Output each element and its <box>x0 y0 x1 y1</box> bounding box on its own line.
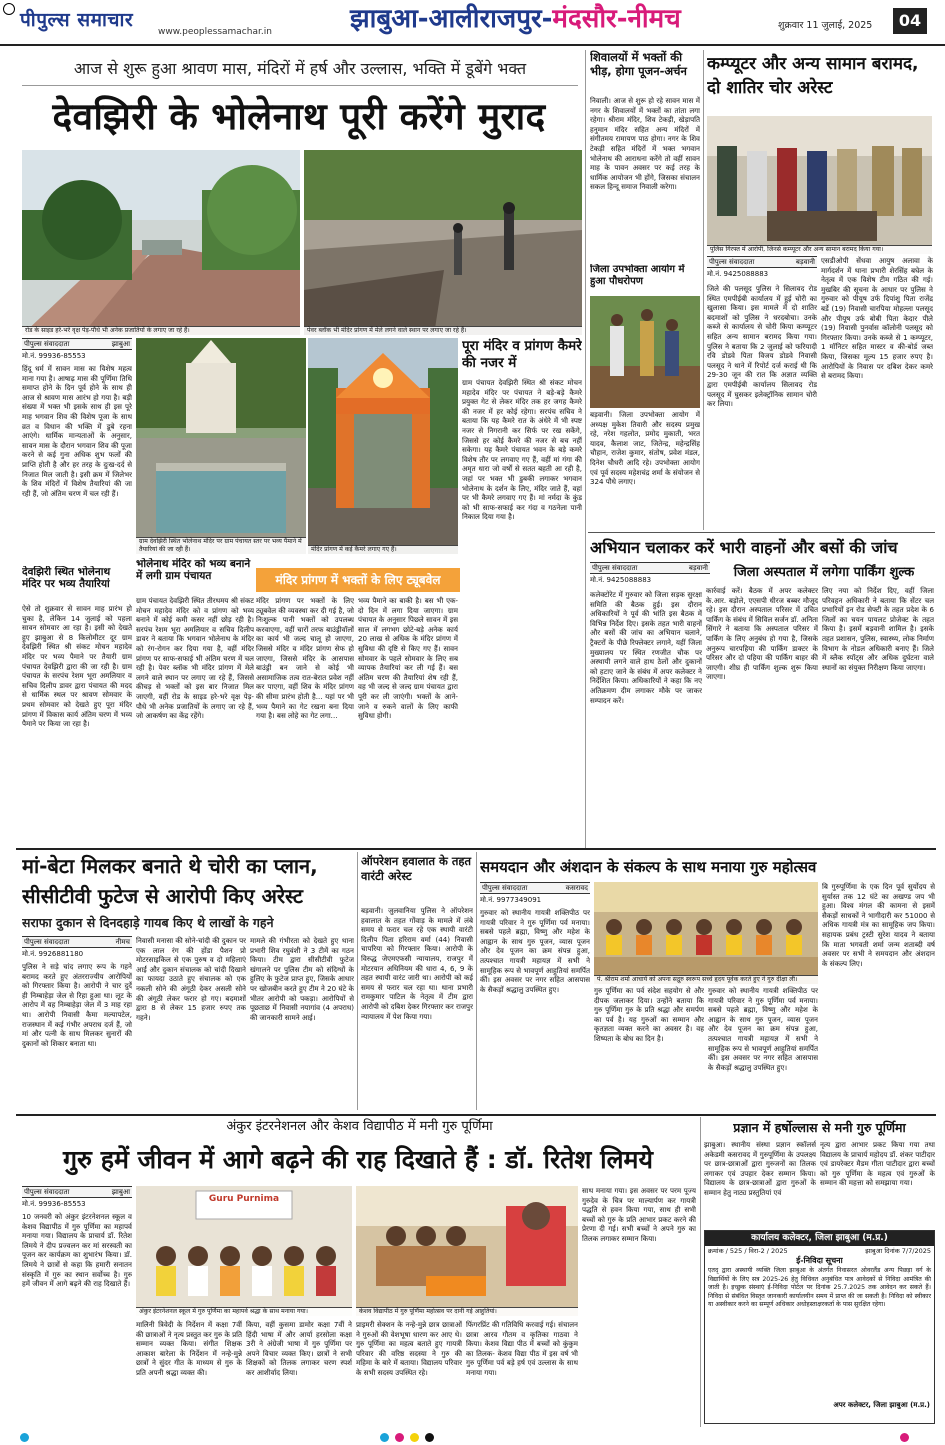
region-title <box>350 2 681 36</box>
paragraph: निवासी मनासा की सोने-चांदी की दुकान पर एक लाल रंग की होंडा पैशन प्रो मोटरसाइकिल से एक पुरुष व दो महिलाएं आईं और दुकान संचालक को चांदी दिखाने का फायदा उठाते हुए संचालक को एक नकली सोने की अंगूठी देकर असली सोने की अंगूठी लेकर फरार हो गए। बदमाशों द्वारा 8 से लेकर 15 हजार रुपए तक गहने। <box>136 936 246 1022</box>
registration-mark-icon <box>3 3 15 15</box>
shivalaya-headline: शिवालयों में भक्तों की भीड़, होगा पूजन-अर्चन <box>590 50 687 78</box>
photo-caption: पं. श्रीराम शर्मा आचार्य को अपना सद्गुरु स्वरूप सच्चे हृदय पूर्वक करते हुए ने गुरु दीक्षा ली। <box>594 975 818 984</box>
magenta-registration-dot <box>900 1433 909 1442</box>
notice-heading: ई-निविदा सूचना <box>796 1256 843 1265</box>
paragraph: साथ मनाया गया। इस अवसर पर परम पूज्य गुरुदेव के चित्र पर माल्यार्पण कर गायत्री पद्धति से हवन किया गया, साथ ही सभी बच्चों को गुरु के प्रति आभार प्रकट करने की प्रेरणा दी गई। सभी बच्चों ने अपने गुरु का तिलक लगाकर सम्मान किया। <box>582 1186 696 1243</box>
section-divider <box>588 532 935 533</box>
paragraph: किया, वहीं कुसमा डामोर कक्षा 7वीं ने हिंदी भाषा में और आर्या हरसोला कक्षा 3री ने अंग्रेजी भाषा में गुरु पूर्णिमा पर अपने विचार व्यक्त किए। छात्रों ने सभी शिक्षकों को तिलक लगाकर चरण स्पर्श कर आशीर्वाद लिया। <box>246 1320 352 1377</box>
website-url: www.peoplessamachar.in <box>158 27 272 37</box>
prajnan-text-col2 <box>820 1140 935 1228</box>
byline-mobile: मो.नं. 9977349091 <box>480 896 542 904</box>
paragraph: निवाली। आज से शुरू हो रहे सावन मास में नगर के शिवालयों में भक्तों का तांता लगा रहेगा। श्रीराम मंदिर, शिव टेकड़ी, खेड़ापति हनुमान मंदिर सहित अन्य मंदिरों में संगीतमय रामायण पाठ होगा। नगर के शिव टेकड़ी सहित मंदिरों में भक्त भगवान भोलेनाथ की आराधना करेंगे तो वहीं सावन माह के पावन अवसर पर कई तरह के धार्मिक आयोजन भी होंगे, जिसका संचालन सकल हिन्दू समाज निवाली करेगा। <box>590 96 700 192</box>
mother-son-text-col3 <box>250 936 354 1110</box>
mother-son-headline-1: मां-बेटा मिलकर बनाते थे चोरी का प्लान, <box>22 854 318 878</box>
photo-arrested-accused <box>707 116 932 254</box>
lead-kicker: आज से शुरू हुआ श्रावण मास, मंदिरों में हर्ष और उल्लास, भक्ति में डूबेंगे भक्त <box>22 52 578 86</box>
column-divider <box>476 852 477 1110</box>
paragraph: बि गुरुपूर्णिमा के एक दिन पूर्व सुर्योदय से सुर्यास्त तक 12 घंटे का अखण्ड जप भी हुआ। विश्व मंगल की कामना से इसमें सैकड़ों साधकों ने भागीदारी कर 51000 से अधिक गायत्री मंत्र का सामूहिक जप किया। सहायक प्रबंध ट्रस्टी सुरेश यादव ने बताया कि माता भगवती शर्मा जन्म शताब्दी वर्ष अवसर पर सभी ने समयदान और अंशदान के संकल्प लिए। <box>822 882 935 968</box>
paragraph: फिंगरप्रिंट की गतिविधि करवाई गई। संचालन छात्रा आरव गौतम व कृतिका गाठवा ने किया। केशव विद्या पीठ में बच्चों को कुंकुम का तिलक- केशव विद्या पीठ में इस वर्ष भी गुरु पूर्णिमा पर्व बड़े हर्ष एवं उल्लास के साथ मनाया गया। <box>466 1320 578 1377</box>
color-registration-bar <box>0 1430 945 1445</box>
photo-plantation <box>590 296 700 408</box>
byline-mobile: मो.नं. 99936-85553 <box>22 352 86 360</box>
yellow-registration-dot <box>410 1433 419 1442</box>
photo-paver-blocks <box>304 150 582 335</box>
byline-label: पीपुल्स संवाददाता <box>482 884 528 892</box>
byline-place: बड़वानी <box>795 258 815 266</box>
lead-subhead-panchayat: भोलेनाथ मंदिर को भव्य बनाने में लगी ग्राम पंचायत <box>136 558 251 582</box>
ankur-byline <box>22 1186 132 1210</box>
gurumahotsav-text-col2 <box>594 986 704 1110</box>
page-number: 04 <box>893 8 927 34</box>
byline-place: झाबुआ <box>111 340 130 348</box>
section-divider <box>16 848 936 850</box>
tubewell-box-head: मंदिर प्रांगण में भक्तों के लिए ट्यूबवेल <box>256 568 460 592</box>
paragraph: लिए नया को निर्देश दिए, वहीं जिला परिवहन अधिकारी ने बताया कि सेंटर चल प्रभारियों इन रोड सेफ्टी के तहत प्रदेश के 6 जिलों का चयन पायलट प्रोजेक्ट के तहत किया है। इसमें बड़वानी शामिल है। इसके तहत प्रशासन, पुलिस, स्वास्थ्य, लोक निर्माण विभाग के नोडल अधिकारी बनाए हैं। जिले में ब्लैक स्पॉट्स और अधिक दुर्घटना वाले स्थानों का संयुक्त निरीक्षण किया जाएगा। <box>822 586 934 672</box>
issue-date: शुक्रवार 11 जुलाई, 2025 <box>778 20 873 31</box>
mother-son-byline <box>22 936 132 960</box>
photo-temple-gate <box>308 338 458 554</box>
guru-purnima-banner: Guru Purnima <box>208 1194 280 1204</box>
lead-text-col1 <box>22 364 132 564</box>
masthead <box>0 0 945 46</box>
paragraph: 10 जनवरी को अंकुर इंटरनेशनल स्कूल व केशव विद्यापीठ में गुरु पूर्णिमा का महापर्व मनाया गया। विद्यालय के प्राचार्य डॉ. रितेश लिमये ने दीप प्रज्वलन कर मां सरस्वती का पूजन कर कार्यक्रम का शुभारंभ किया। डॉ. लिमये ने छात्रों से कहा कि हमारी सनातन संस्कृति में गुरु का स्थान सर्वोच्च है। गुरु हमें जीवन में आगे बढ़ने की राह दिखाते हैं। <box>22 1212 132 1289</box>
photo-guru-diksha <box>594 882 818 984</box>
operation-headline: ऑपरेशन हवालात के तहत वारंटी अरेस्ट <box>361 854 472 883</box>
paragraph: गुरुवार को स्थानीय गायत्री शक्तिपीठ पर गायत्री परिवार ने गुरु पूर्णिमा पर्व मनाया। सबसे पहले ब्रह्मा, विष्णु और महेश के आह्वान के साथ गुरु पूजन, व्यास पूजन और देव पूजन का क्रम संपन्न हुआ, तत्पश्चात गायत्री महायज्ञ में सभी ने सामूहिक रूप से भावपूर्ण आहुतियां समर्पित कीं। इस अवसर पर नगर सहित आसपास के सैकड़ों श्रद्धालु उपस्थित हुए। <box>480 908 590 994</box>
magenta-registration-dot <box>395 1433 404 1442</box>
paragraph: बड़वानी। जुलवानिया पुलिस ने ऑपरेशन हवालात के तहत गोंवाड़ के मामले में लंबे समय से फरार चल रहे एक स्थायी वारंटी दिलीप पिता हरिराम वर्मा (44) निवासी चापरिया को गिरफ्तार किया। आरोपी के विरुद्ध जेएमएफसी न्यायालय, राजपुर में मोटरयान अधिनियम की धारा 4, 6, 9 के तहत स्थायी वारंट जारी था। आरोपी को कई समय से फरार चल रहा था। थाना प्रभारी रामकुमार पाटिल के नेतृत्व में टीम द्वारा आरोपी को दबिश देकर गिरफ्तार कर राजपुर न्यायालय में पेश किया गया। <box>361 906 473 1021</box>
notice-ref-number: क्रमांक / 525 / विरा-2 / 2025 <box>708 1247 788 1255</box>
byline-place: झाबुआ <box>111 1188 130 1196</box>
paragraph: जिले की पलसूद पुलिस ने सिलावद रोड स्थित एमपीईबी कार्यालय में हुई चोरी का खुलासा किया। इस मामले में दो शातिर बदमाशों को पुलिस ने धरदबोचा। उनके कब्जे से कार्यालय से चोरी किया कम्प्यूटर सहित अन्य सामान बरामद किया गया। पुलिस ने बताया कि 2 जुलाई को फरियादी रवि डोडवे पिता विजय डोडवे निवासी पलसूद ने थाने में रिपोर्ट दर्ज कराई थी कि 29-30 जून की रात कि अज्ञात व्यक्ति द्वारा एमपीईबी कार्यालय सिलावद रोड पलसूद में घुसकर इलेक्ट्रॉनिक सामान चोरी कर लिया। <box>707 284 817 409</box>
section-divider <box>16 1114 936 1116</box>
notice-title: कार्यालय कलेक्टर, जिला झाबुआ (म.प्र.) <box>705 1231 934 1246</box>
byline-label: पीपुल्स संवाददाता <box>24 1188 70 1196</box>
lead-text-col5 <box>358 596 458 844</box>
parking-subhead: जिला अस्पताल में लगेगा पार्किंग शुल्क <box>733 565 915 580</box>
paragraph: कार्रवाई करें। बैठक में अपर कलेक्टर के.आर. बड़ोले, एएसपी धीरज बब्बर मौजूद रहे। इस दौरान अस्पताल परिसर में उचित पार्किंग के संबंध में सिविल सर्जन डॉ. अनिता सिंगारे ने बताया कि अस्पताल परिसर में पार्किंग के लिए अनुबंध हो गया है, जिसके अनुरूप चारपहिया की पार्किंग डाक्टर के परिसर और दो पहिया की पार्किंग बाहर की जाएगी। शीघ्र ही पार्किंग शुल्क शुरू किया जाएगा। <box>706 586 818 682</box>
photo-temple-pond <box>136 338 306 554</box>
paragraph: ऐसे तो शुक्रवार से सावन माह प्रारंभ हो चुका है, लेकिन 14 जुलाई को पहला सावन सोमवार आ रहा है। इसी को देखते हुए झाबुआ से 8 किलोमीटर दूर ग्राम देवझिरी स्थित श्री संकट मोचन महादेव मंदिर पर भव्य पैमाने पर तैयारी ग्राम पंचायत देवझिरी द्वारा की जा रही है। ग्राम पंचायत के सरपंच रेशम भूरा अमलियार व सचिव दिलीप डावर द्वारा पंचायत की मदद से धार्मिक स्थल पर श्रावण सोमवार के प्रथम सोमवार को देखते हुए पूरा मंदिर प्रांगण में विकास कार्य अंतिम चरण में भव्य पैमाने पर किया जा रहा है। <box>22 604 132 729</box>
government-notice <box>704 1230 935 1424</box>
paragraph: भव्य पैमाने का बाकी है। बस भी एक-दो दिन में लगा दिया जाएगा। ग्राम पंचायत के अनुसार पिछले सावन में इस साल में लगभग छोटे-बड़े अनेक कार्य 20 लाख से अधिक के मंदिर प्रांगण में सुविधा की दृष्टि से किए गए हैं। सावन सोमवार के पहले सोमवार के लिए सब व्यापक तैयारियां कर ली गई हैं। बस अंतिम चरण की तैयारियां शेष रही हैं, वह भी जल्द से जल्द ग्राम पंचायत द्वारा पूरी कर ली जाएंगी। भक्तों के आने-जाने व रुकने वालों के लिए काफी सुविधा होगी। <box>358 596 458 721</box>
paragraph: झाबुआ। स्थानीय संस्था प्रज्ञान स्कॉलर्स अकेडमी कसरावद में गुरुपूर्णिमा के उपलक्ष्य पर छात्र-छात्राओं द्वारा गुरुजनों का तिलक लगाकर एवं उपहार देकर सम्मान किया। विद्यालय के छात्र-छात्राओं द्वारा गुरुओं के सम्मान हेतु नाट्य प्रस्तुतियां एवं <box>704 1140 816 1197</box>
byline-mobile: मो.नं. 9926881180 <box>22 950 84 958</box>
byline-label: पीपुल्स संवाददाता <box>592 564 638 572</box>
byline-label: पीपुल्स संवाददाता <box>24 938 70 946</box>
paragraph: मामले की गंभीरता को देखते हुए थाना प्रभारी शिव रघुवंशी ने 3 टीमें का गठन किया। टीम द्वारा सीसीटीवी फुटेज खंगालने पर पुलिस टीम को संदिग्धों के हुलिए के फुटेज प्राप्त हुए, जिसके आधार पर खोजबीन करते हुए टीम ने 20 घंटे के भीतर आरोपी को पकड़ा। आरोपियों से पूछताछ में निवासी नयागांव (4 अपराध) की जानकारी सामने आई। <box>250 936 354 1022</box>
ankur-text-col4 <box>356 1320 462 1424</box>
notice-body: एतद् द्वारा अस्थायी व्यक्ति जिला झाबुआ के अंतर्गत निवासरत ओवरलैंड अन्य पिछड़ा वर्ग के विद्यार्थियों के लिए सत्र 2025-26 हेतु विधिवत अनुबंधित पात्र आवेदकों से निविदा आमंत्रित की जाती है। इच्छुक संस्थाएं ई-निविदा पोर्टल पर दिनांक 25.7.2025 तक आवेदन कर सकते हैं। निविदा से संबंधित विस्तृत जानकारी कार्यालयीन समय में प्राप्त की जा सकती है। निविदा को स्वीकार या अस्वीकार करने का सम्पूर्ण अधिकार अधोहस्ताक्षरकर्ता के पास सुरक्षित रहेगा। <box>708 1267 931 1309</box>
byline-place: नीमच <box>115 938 130 946</box>
theft-text-col2 <box>821 256 933 530</box>
paragraph: नृत्य द्वारा आभार प्रकट किया गया तथा विद्यालय के प्राचार्य महोदय डॉ. शंकर पाटीदार एवं डायरेक्टर मैडम गीता पाटीदार द्वारा बच्चों को गुरु पूर्णिमा के महत्व एवं गुरुओं के सम्मान की महत्ता को समझाया गया। <box>820 1140 935 1188</box>
mother-son-subhead: सराफा दुकान से दिनदहाड़े गायब किए थे लाखों के गहने <box>22 915 274 930</box>
lead-subhead-cameras: पूरा मंदिर व प्रांगण कैमरे की नजर में <box>462 338 582 371</box>
gurumahotsav-text-col1 <box>480 908 590 1110</box>
photo-caption: पुलिस गिरफ्त में आरोपी, जिनसे कम्प्यूटर और अन्य सामान बरामद किया गया। <box>707 245 932 254</box>
shivalaya-text <box>590 96 700 262</box>
prajnan-text-col1 <box>704 1140 816 1228</box>
parking-text-col3 <box>822 586 934 844</box>
gurumahotsav-byline <box>480 882 590 906</box>
photo-roadside-plants <box>22 150 300 335</box>
ankur-text-col1 <box>22 1212 132 1424</box>
column-divider <box>700 1117 701 1427</box>
paragraph: ग्राम पंचायत देवझिरी स्थित श्री संकट मोचन महादेव मंदिर पर पंचायत ने बड़े-बड़े कैमरे प्रयुक्त गेट से लेकर मंदिर तक हर जगह कैमरे की नजर में हर कोई रहेगा। सरपंच सचिव ने बताया कि यह कैमरे रात के अंधेरे में भी स्पष्ट नजर से निगरानी कर सिर्फ पर रख सकेंगे, जिससे हर कोई कैमरे की नजर से बच नहीं सकेगा। यह कैमरे पंचायत भवन के बड़े कमरे विशेष तौर पर लगवाए गए हैं, वहीं मां गंगा की अमृत धारा जो वर्षों से सतत बहती आ रही है, जहां पर भक्त भी डुबकी लगाकर भगवान भोलेनाथ के दर्शन के लिए, मंदिर जाते हैं, वहां पर भी कैमरे लगवाए गए हैं। मां नर्मदा के कुंड को भी साफ-सफाई कर गंदा व गठनेला पानी निकाल दिया गया है। <box>462 378 582 522</box>
paragraph: कलेक्टोरेट में गुरुवार को जिला सड़क सुरक्षा समिति की बैठक हुई। इस दौरान अधिकारियों ने पूर्व की भांति इस बैठक में विभिन्न निर्देश दिए। इसके तहत भारी वाहनों और बसों की जांच का अभियान चलाने, ट्रैक्टरों के पीछे रिफ्लेक्टर लगाने, यहीं जिला मुख्यालय पर स्थित रणजीत चौक पर अस्थायी लगने वाले हाथ ठेलों और दुकानों को हटाए जाने के संबंध में अपर कलेक्टर ने निर्देशित किया। अधिकारियों ने कहा कि नए अतिक्रमण दीम लगाकर मौके पर जाकर सम्पादन करें। <box>590 590 702 705</box>
lead-text-col4 <box>256 596 354 844</box>
byline-mobile: मो.नं. 99936-85553 <box>22 1200 86 1208</box>
theft-text-col1 <box>707 284 817 530</box>
byline-mobile: मो.नं. 9425088883 <box>590 576 652 584</box>
paragraph: मंदिर प्रांगण पर भक्तों के लिए ट्यूबवेल की व्यवस्था कर दी गई है, जो निःशुल्क पानी भक्तों को उपलब्ध करवाएगा, वहीं चारों तरफ बाउंड्रीवॉलों का कार्य भी जल्द चालू हो जाएगा, जिससे मंदिर व मंदिर प्रांगण सेफ हो जाएगा, जिससे मंदिर के आसपास बाउंड्री बन जाने से कोई भी असामाजिक तत्व रात-बेरात प्रवेश नहीं कर पाएगा, वहीं शिव के मंदिर प्रांगण की सीमा प्रारंभ होती है... यहां पर भी भव्य पैमाने का गेट रखना बना दिया गया है। बस लोहे का गेट लगा... <box>256 596 354 721</box>
gurumahotsav-text-col4 <box>822 882 935 1110</box>
gurumahotsav-headline: समयदान और अंशदान के संकल्प के साथ मनाया गुरु महोत्सव <box>480 858 817 876</box>
ankur-text-col2 <box>136 1320 242 1424</box>
lead-subhead-temple-prep: देवझिरी स्थित भोलेनाथ मंदिर पर भव्य तैयारियां <box>22 566 111 590</box>
notice-signature: अपर कलेक्टर, जिला झाबुआ (म.प्र.) <box>833 1401 930 1409</box>
photo-ankur-school <box>136 1186 352 1316</box>
theft-byline <box>707 256 817 280</box>
ankur-text-col6 <box>582 1186 696 1424</box>
region-title-part2: मंदसौर-नीमच <box>552 4 681 34</box>
photo-caption: केशव विद्यापीठ में गुरु पूर्णिमा महोत्सव पर दानी गई आहुतियां। <box>356 1307 578 1316</box>
prajnan-headline: प्रज्ञान में हर्षोल्लास से मनी गुरु पूर्णिमा <box>733 1120 906 1135</box>
paragraph: ग्राम पंचायत देवझिरी स्थित तीरथमय श्री संकट मोचन महादेव मंदिर को व प्रांगण को भव्य बनाने में कोई कमी कसर नहीं छोड़ रही है। सरपंच रेशम भूरा अमलियार व सचिव दिलीप डावर ने बताया कि भगवान भोलेनाथ के मंदिर को रंग-रोगन कर दिया गया है, वहीं मंदिर प्रांगण पर साफ-सफाई भी अंतिम चरण में चल रही है। पेवर ब्लॉक भी मंदिर प्रांगण में मेले लगने वाले स्थान पर लगाए जा रहे हैं, जिससे कीचड़ से भक्तों को इस बार निजात मिल जाएगी, वहीं रोड के साइड हरे-भरे वृक्ष पेड़-पौधे भी अनेक प्रजातियों के लगाए जा रहे हैं, जो आकर्षण का केंद्र रहेंगे। <box>136 596 254 721</box>
byline-place: कसरावद <box>565 884 588 892</box>
byline-label: पीपुल्स संवाददाता <box>24 340 70 348</box>
operation-text <box>361 906 473 1110</box>
ankur-headline: गुरु हमें जीवन में आगे बढ़ने की राह दिखाते हैं : डॉ. रितेश लिमये <box>62 1145 654 1174</box>
newspaper-logo: पीपुल्स समाचार <box>20 9 134 31</box>
paragraph: बड़वानी। जिला उपभोक्ता आयोग में अध्यक्ष मुकेश तिवारी और सदस्य प्रमुख रहे, नरेश गहलोत, प्रमोद मुकाती, भरत यादव, कैलाश जाट, जितेन्द्र, महेन्द्रसिंह चौहान, राजेश कुमार, संतोष, प्रवेश मंडल, दिनेश चौधरी आदि रहे। उपभोक्ता आयोग एवं पूर्व सदस्य महेशचंद्र शर्मा के संयोजन से 324 पौधे लगाए। <box>590 410 700 487</box>
photo-caption: मंदिर प्रांगण में कई कैमरे लगाए गए हैं। <box>308 545 458 554</box>
lead-text-col3 <box>136 596 254 844</box>
lead-text-col6 <box>462 378 582 566</box>
lead-text-col2 <box>22 604 132 844</box>
paragraph: गुरु पूर्णिमा का पर्व संदेश सहयोग से और दीपक जलाकर दिया। उन्होंने बताया कि गुरु पूर्णिमा गुरु के प्रति श्रद्धा और समर्पण का पर्व है। यह गुरुओं का सम्मान और कृतज्ञता व्यक्त करने का अवसर है। वह शिष्यता के बोध का दिन है। <box>594 986 704 1043</box>
region-title-part1: झाबुआ-आलीराजपुर- <box>350 4 553 34</box>
consumer-commission-subhead: जिला उपभोक्ता आयोग में हुआ पौधरोपण <box>590 264 685 287</box>
byline-label: पीपुल्स संवाददाता <box>709 258 755 266</box>
photo-caption: ग्राम देवझिरी स्थित भोलेनाथ मंदिर पर ग्राम पंचायत स्तर पर भव्य पैमाने में तैयारियां की जा रही हैं। <box>136 537 306 554</box>
column-divider <box>703 50 704 530</box>
photo-caption: अंकुर इंटरनेशनल स्कूल में गुरु पूर्णिमा का महापर्व श्रद्धा के साथ मनाया गया। <box>136 1307 352 1316</box>
mother-son-headline-2: सीसीटीवी फुटेज से आरोपी किए अरेस्ट <box>22 884 303 908</box>
mother-son-text-col1 <box>22 962 132 1110</box>
black-registration-dot <box>425 1433 434 1442</box>
byline-place: बड़वानी <box>688 564 708 572</box>
mother-son-text-col2 <box>136 936 246 1110</box>
ankur-text-col5 <box>466 1320 578 1424</box>
ankur-kicker: अंकुर इंटरनेशनल और केशव विद्यापीठ में मनी गुरु पूर्णिमा <box>226 1119 493 1134</box>
parking-text-col2 <box>706 586 818 844</box>
byline-mobile: मो.नं. 9425088883 <box>707 270 769 278</box>
ankur-text-col3 <box>246 1320 352 1424</box>
photo-caption: रोड के साइड हरे-भरे वृक्ष पेड़-पौधे भी अनेक प्रजातियों के लगाए जा रहे हैं। <box>22 326 300 335</box>
paragraph: पुलिस ने सड़े चांद लगाए रूप के गहने बरामद करते हुए अंतरराज्यीय आरोपियों को गिरफ्तार किया है। आरोपी ने चार दुर्दे ही निम्बाहेड़ा जेल से रिहा हुआ था। लूट के आरोप में वह निम्बाहेड़ा जेल में 3 माह रहा था। आरोपी निवासी कैमा मल्यापटेल, राजस्थान में कई गंभीर अपराध दर्ज हैं, जो मां और पत्नी के साथ मिलकर सुनारों की दुकानों को शिकार बनाता था। <box>22 962 132 1048</box>
notice-ref-date: झाबुआ दिनांक 7/7/2025 <box>865 1247 931 1255</box>
cyan-registration-dot <box>20 1433 29 1442</box>
column-divider <box>357 852 358 1110</box>
photo-keshav-havan <box>356 1186 578 1316</box>
lead-headline: देवझिरी के भोलेनाथ पूरी करेंगे मुराद <box>52 95 546 138</box>
theft-headline: कम्प्यूटर और अन्य सामान बरामद, दो शातिर चोर अरेस्ट <box>707 54 919 98</box>
parking-byline <box>590 562 710 586</box>
lead-byline <box>22 338 132 362</box>
cyan-registration-dot <box>380 1433 389 1442</box>
paragraph: गुरुवार को स्थानीय गायत्री शक्तिपीठ पर गायत्री परिवार ने गुरु पूर्णिमा पर्व मनाया। सबसे पहले ब्रह्मा, विष्णु और महेश के आह्वान के साथ गुरु पूजन, व्यास पूजन और देव पूजन का क्रम संपन्न हुआ, तत्पश्चात गायत्री महायज्ञ में सभी ने सामूहिक रूप से भावपूर्ण आहुतियां समर्पित कीं। इस अवसर पर नगर सहित आसपास के सैकड़ों श्रद्धालु उपस्थित हुए। <box>708 986 818 1072</box>
parking-text-col1 <box>590 590 702 844</box>
parking-headline: अभियान चलाकर करें भारी वाहनों और बसों की जांच <box>590 538 898 557</box>
paragraph: एसडीओपी सेंधवा आयुष अलावा के मार्गदर्शन में थाना प्रभारी शेरसिंह बघेल के नेतृत्व में एक विशेष टीम गठित की गई। मुखबिर की सूचना के आधार पर पुलिस ने गुरुवार को पीयूष उर्फ दिपांशु पिता राजेंद्र बर्डे (19) निवासी चारपिया मोहल्ला पलसूद और पीयूष उर्फ बोबी पिता केदार पीले (19) निवासी पुनर्वास कॉलोनी पलसूद को गिरफ्तार किया। उनके कब्जे से 1 कम्प्यूटर, 1 मॉनिटर सहित मास्टर व की-बोर्ड जब्त किया, जिसका मूल्य 15 हजार रुपए है। आरोपियों के निवास पर दबिश देकर कमरे से बरामद किया। <box>821 256 933 381</box>
paragraph: हिंदू धर्म में सावन मास का विशेष महत्व माना गया है। आषाढ़ मास की पूर्णिमा तिथि समाप्त होने के दिन पूर्व होने के साथ ही आज से श्रावण मास आरंभ हो गया है। बड़ी संख्या में भक्त भी इसके साथ ही इस पूरे माह भगवान शिव की विशेष पूजा के साथ व्रत व विधान की भक्ति में डूबे रहना आएंगे। धार्मिक मान्यताओं के अनुसार, सावन मास के दौरान भगवान शिव की पूजा करने से कई गुना अधिक शुभ फलों की प्राप्ति होती है और हर तरह के दुःख-दर्द से निजात मिल जाती है। इसी क्रम में जिलेभर के शिव मंदिरों में विशेष तैयारियां की जा रही हैं, जो अंतिम चरण में चल रही हैं। <box>22 364 132 498</box>
plantation-text <box>590 410 700 550</box>
paragraph: प्राइमरी सेक्शन के नन्हे-मुन्ने छात्र छात्राओं ने गुरुओं की वेशभूषा धारण कर आए थे। गुरु पूर्णिमा का महत्व बताते हुए गायत्री परिवार की वरिष्ठ सदस्या ने गुरु की महिमा के बारे में बताया। विद्यालय परिवार के सभी सदस्य उपस्थित रहे। <box>356 1320 462 1377</box>
photo-caption: पेवर ब्लॉक भी मंदिर प्रांगण में मेले लगने वाले स्थान पर लगाए जा रहे हैं। <box>304 326 582 335</box>
gurumahotsav-text-col3 <box>708 986 818 1110</box>
paragraph: मालिनी त्रिवेदी के निर्देशन में कक्षा 7वीं की छात्राओं ने नृत्य प्रस्तुत कर गुरु के प्रति सम्मान व्यक्त किया। संगीत शिक्षक आकाश बारेला के निर्देशन में नन्हे-मुन्ने छात्रों ने सुंदर गीत के माध्यम से गुरु के प्रति अपनी श्रद्धा व्यक्त की। <box>136 1320 242 1377</box>
column-divider <box>585 50 586 850</box>
